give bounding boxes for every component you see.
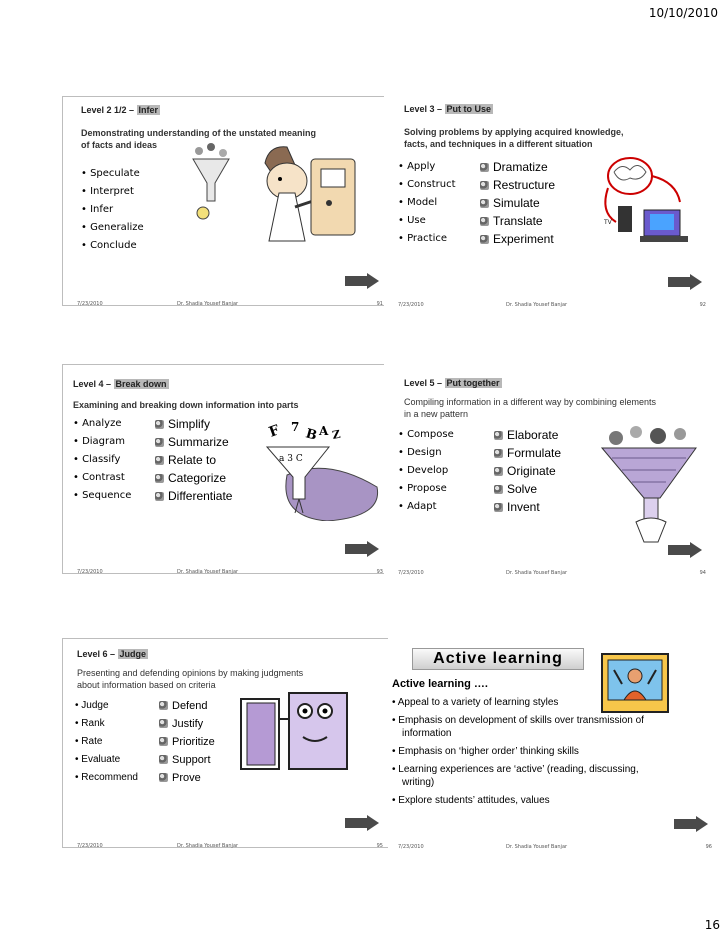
list-item: Translate <box>480 212 555 230</box>
list-item: • Construct <box>398 176 456 194</box>
list-item: Differentiate <box>155 487 232 505</box>
list-item: • Generalize <box>81 219 144 237</box>
list-item: • Rate <box>75 733 138 751</box>
bullet-list <box>81 165 144 255</box>
judge-figure-clipart <box>233 689 353 779</box>
combining-funnel-clipart <box>596 424 706 544</box>
slide-title: Level 6 – Judge <box>77 649 147 659</box>
verb-list <box>480 158 555 248</box>
list-item: • Classify <box>73 451 131 469</box>
list-item: • Learning experiences are ‘active’ (reading, discussing, writing) <box>392 763 644 789</box>
svg-text:Z: Z <box>331 427 342 442</box>
list-item: • Emphasis on ‘higher order’ thinking skills <box>392 745 644 758</box>
list-item: Originate <box>494 462 561 480</box>
list-item: • Infer <box>81 201 144 219</box>
list-item: • Develop <box>398 462 454 480</box>
svg-text:B: B <box>303 426 319 444</box>
list-item: • Design <box>398 444 454 462</box>
page-number: 16 <box>704 918 720 932</box>
next-arrow-icon <box>345 273 379 289</box>
list-item: • Propose <box>398 480 454 498</box>
list-item: Prioritize <box>159 733 215 751</box>
bullet-list <box>75 697 138 787</box>
list-item: • Analyze <box>73 415 131 433</box>
slide-subtitle: Examining and breaking down information into parts <box>73 400 299 410</box>
list-item: Solve <box>494 480 561 498</box>
list-item: • Compose <box>398 426 454 444</box>
list-item: • Diagram <box>73 433 131 451</box>
list-item: Experiment <box>480 230 555 248</box>
svg-text:a 3 C: a 3 C <box>279 454 303 464</box>
list-item: Invent <box>494 498 561 516</box>
svg-text:A: A <box>319 424 329 438</box>
verb-list <box>494 426 561 516</box>
verb-list <box>159 697 215 787</box>
next-arrow-icon <box>345 541 379 557</box>
list-item: • Evaluate <box>75 751 138 769</box>
list-item: • Model <box>398 194 456 212</box>
list-item: Formulate <box>494 444 561 462</box>
list-item: Dramatize <box>480 158 555 176</box>
list-item: • Conclude <box>81 237 144 255</box>
list-item: Restructure <box>480 176 555 194</box>
svg-text:F: F <box>266 422 282 441</box>
list-item: Elaborate <box>494 426 561 444</box>
next-arrow-icon <box>674 816 708 832</box>
list-item: Categorize <box>155 469 232 487</box>
list-item: • Adapt <box>398 498 454 516</box>
slide-title: Level 5 – Put together <box>404 378 500 388</box>
list-item: Justify <box>159 715 215 733</box>
slide-title: Level 4 – Break down <box>73 379 167 389</box>
list-item: • Contrast <box>73 469 131 487</box>
slide-title: Active learning <box>412 648 584 670</box>
bullet-list <box>73 415 131 505</box>
list-item: • Emphasis on development of skills over transmission of information <box>392 714 644 740</box>
list-item: • Sequence <box>73 487 131 505</box>
next-arrow-icon <box>668 274 702 290</box>
slide-level-6: Level 6 – Judge Presenting and defending opinions by making judgments about information based on criteria • Judge • Rank • Rate • Evaluate • Recommend Defend Justify Prioritize Support Prove 7/23/2010 Dr. Shadia Yousef Banjar 95 <box>62 638 394 848</box>
list-item: • Rank <box>75 715 138 733</box>
list-item: • Interpret <box>81 183 144 201</box>
svg-text:TV: TV <box>604 219 612 226</box>
list-item: • Recommend <box>75 769 138 787</box>
funnel-thinker-clipart <box>177 141 367 251</box>
slide-level-2: Level 2 1/2 – Infer Demonstrating understanding of the unstated meaning of facts and ideas • Speculate • Interpret • Infer • Generalize • Conclude 7/23/2010 Dr. Shadia Yousef Banjar 91 <box>62 96 394 306</box>
list-item: Support <box>159 751 215 769</box>
verb-list <box>155 415 232 505</box>
slide-subtitle: Presenting and defending opinions by making judgments about information based on criteria <box>77 668 304 690</box>
brain-computer-clipart <box>596 152 708 248</box>
slide-title: Level 3 – Put to Use <box>404 104 492 114</box>
letter-funnel-clipart <box>257 417 387 521</box>
svg-text:7: 7 <box>291 420 300 434</box>
bullet-list <box>398 426 454 516</box>
slide-level-3: Level 3 – Put to Use Solving problems by applying acquired knowledge, facts, and techniques in a different situation • Apply • Construct • Model • Use • Practice Dramatize Restructure Simulate Translate Experiment TV 7/23/2010 Dr. Shadia Yousef Banjar 92 <box>384 96 716 306</box>
list-item: • Appeal to a variety of learning styles <box>392 696 644 709</box>
slide-active-learning: Active learning Active learning …. • Appeal to a variety of learning styles • Emphasis on development of skills over transmission of information • Emphasis on ‘higher order’ thinking skills • Learning experiences are ‘active’ (reading, discussing, writing) • Explore students’ attitudes, values 7/23/2010 Dr. Shadia Yousef Banjar 96 <box>388 638 722 848</box>
list-item: • Explore students’ attitudes, values <box>392 794 644 807</box>
next-arrow-icon <box>345 815 379 831</box>
next-arrow-icon <box>668 542 702 558</box>
list-item: • Use <box>398 212 456 230</box>
list-item: Simplify <box>155 415 232 433</box>
bullet-list <box>398 158 456 248</box>
slide-subtitle: Compiling information in a different way by combining elements in a new pattern <box>404 397 656 419</box>
list-item: • Speculate <box>81 165 144 183</box>
presenter-clipart <box>600 650 670 714</box>
list-item: Defend <box>159 697 215 715</box>
list-item: Prove <box>159 769 215 787</box>
slide-title: Level 2 1/2 – Infer <box>81 105 159 115</box>
list-item: Summarize <box>155 433 232 451</box>
slide-subtitle: Demonstrating understanding of the unstated meaning of facts and ideas <box>81 128 317 150</box>
slide-level-5: Level 5 – Put together Compiling information in a different way by combining elements in a new pattern • Compose • Design • Develop • Propose • Adapt Elaborate Formulate Originate Solve Invent 7/23/2010 Dr. Shadia Yousef Banjar 94 <box>384 364 716 574</box>
slide-subtitle: Active learning …. <box>392 678 488 690</box>
list-item: • Judge <box>75 697 138 715</box>
slide-level-4: Level 4 – Break down Examining and breaking down information into parts • Analyze • Diagram • Classify • Contrast • Sequence Simplify Summarize Relate to Categorize Differentiate F 7 B A Z a 3 C 7/23/2010 Dr. Shadia Yousef Banjar 93 <box>62 364 394 574</box>
list-item: Simulate <box>480 194 555 212</box>
list-item: Relate to <box>155 451 232 469</box>
list-item: • Apply <box>398 158 456 176</box>
slide-subtitle: Solving problems by applying acquired knowledge, facts, and techniques in a different situation <box>404 127 624 149</box>
page-date: 10/10/2010 <box>648 6 718 20</box>
list-item: • Practice <box>398 230 456 248</box>
